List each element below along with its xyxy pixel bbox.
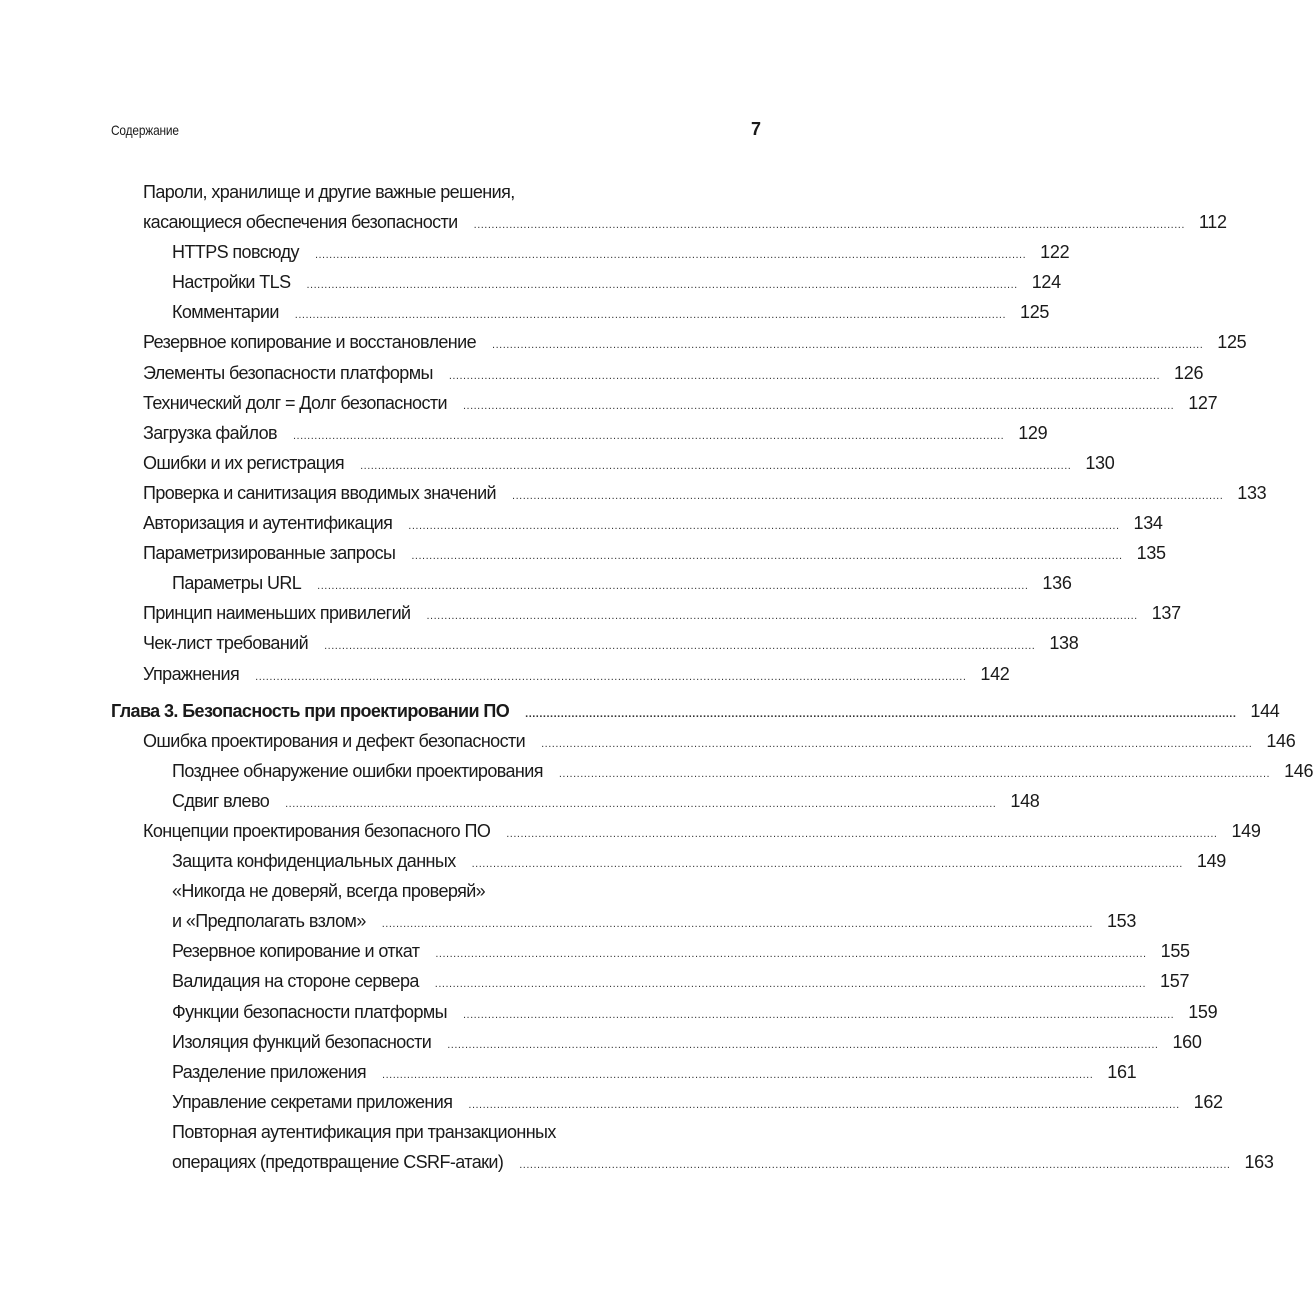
dot-leader: ........................................................................................................................................................................................................ xyxy=(324,640,1036,653)
dot-leader: ........................................................................................................................................................................................................ xyxy=(306,279,1018,292)
toc-entry xyxy=(111,906,1137,936)
dot-leader: ........................................................................................................................................................................................................ xyxy=(512,489,1224,502)
dot-leader: ........................................................................................................................................................................................................ xyxy=(447,1038,1159,1051)
toc-page-number: 146 xyxy=(1284,760,1313,781)
toc-entry-title: Ошибки и их регистрация xyxy=(143,452,345,473)
toc-entry-title: операциях (предотвращение CSRF-атаки) xyxy=(172,1152,504,1172)
toc-page-number: 130 xyxy=(1085,452,1115,473)
toc-entry-title: касающиеся обеспечения безопасности xyxy=(143,212,458,233)
toc-page-number: 153 xyxy=(1106,911,1137,932)
toc-entry-title: Проверка и санитизация вводимых значений xyxy=(143,482,497,503)
toc-entry-title: и «Предполагать взлом» xyxy=(172,911,366,932)
dot-leader: ........................................................................................................................................................................................................ xyxy=(411,550,1123,563)
toc-page-number: 160 xyxy=(1172,1031,1202,1052)
toc-entry xyxy=(111,1057,1137,1087)
toc-page-number: 124 xyxy=(1031,272,1061,293)
dot-leader: ........................................................................................................................................................................................................ xyxy=(462,1008,1175,1021)
dot-leader: ........................................................................................................................................................................................................ xyxy=(435,948,1147,961)
toc-page-number: 144 xyxy=(1250,700,1280,721)
dot-leader: ........................................................................................................................................................................................................ xyxy=(434,978,1147,991)
page-number: 7 xyxy=(750,119,761,139)
toc-page-number: 137 xyxy=(1151,603,1181,624)
dot-leader: ........................................................................................................................................................................................................ xyxy=(285,797,997,810)
dot-leader: ........................................................................................................................................................................................................ xyxy=(525,707,1237,720)
toc-entry xyxy=(111,297,1050,327)
toc-entry xyxy=(111,1087,1223,1117)
dot-leader: ........................................................................................................................................................................................................ xyxy=(541,737,1253,750)
toc-page-number: 142 xyxy=(980,663,1010,684)
toc-entry-title: Резервное копирование и откат xyxy=(172,941,420,962)
dot-leader: ........................................................................................................................................................................................................ xyxy=(519,1159,1231,1171)
toc-entry-title: Параметры URL xyxy=(172,573,302,594)
toc-entry xyxy=(111,358,1204,388)
toc-entry xyxy=(111,1147,1274,1177)
toc-entry xyxy=(111,936,1190,966)
running-head: Содержание xyxy=(111,122,179,138)
toc-entry-title: Технический долг = Долг безопасности xyxy=(143,392,447,413)
toc-entry-title: Повторная аутентификация при транзакционных xyxy=(172,1121,556,1142)
toc-page-number: 133 xyxy=(1237,482,1267,503)
dot-leader: ........................................................................................................................................................................................................ xyxy=(558,767,1271,780)
toc-entry-title: Концепции проектирования безопасного ПО xyxy=(143,820,491,841)
toc-entry xyxy=(111,1117,703,1147)
toc-entry xyxy=(111,876,703,906)
toc-page-number: 125 xyxy=(1217,332,1247,353)
toc-entry xyxy=(111,448,1115,478)
toc-entry xyxy=(111,598,1181,628)
toc-page-number: 148 xyxy=(1010,790,1040,811)
toc-entry xyxy=(111,816,1261,846)
toc-entry xyxy=(111,327,1247,357)
toc-entry-title: HTTPS повсюду xyxy=(172,242,299,263)
toc-entry-title: Настройки TLS xyxy=(172,272,291,293)
toc-entry xyxy=(111,628,1079,658)
toc-page-number: 146 xyxy=(1266,730,1296,751)
toc-page-number: 163 xyxy=(1244,1152,1274,1172)
toc-entry-title: Функции безопасности платформы xyxy=(172,1001,447,1022)
toc-page-number: 134 xyxy=(1133,513,1163,534)
toc-entry-title: Валидация на стороне сервера xyxy=(172,971,419,992)
toc-page-number: 129 xyxy=(1018,422,1048,443)
toc-entry-title: Изоляция функций безопасности xyxy=(172,1031,432,1052)
dot-leader: ........................................................................................................................................................................................................ xyxy=(468,1098,1180,1111)
toc-entry-title: Авторизация и аутентификация xyxy=(143,513,393,534)
dot-leader: ........................................................................................................................................................................................................ xyxy=(360,459,1072,472)
toc-entry xyxy=(111,478,1267,508)
toc-entry xyxy=(111,508,1163,538)
toc-entry xyxy=(111,726,1296,756)
toc-entry xyxy=(111,568,1072,598)
toc-entry xyxy=(111,659,1010,689)
toc-entry xyxy=(111,1027,1202,1057)
toc-chapter-entry xyxy=(111,696,1280,726)
toc-entry xyxy=(111,177,703,207)
dot-leader: ........................................................................................................................................................................................................ xyxy=(471,858,1183,871)
toc-entry-title: Загрузка файлов xyxy=(143,422,277,443)
toc-entry-title: Управление секретами приложения xyxy=(172,1091,453,1112)
toc-entry-title: Резервное копирование и восстановление xyxy=(143,332,477,353)
toc-page-number: 162 xyxy=(1193,1091,1223,1112)
dot-leader: ........................................................................................................................................................................................................ xyxy=(426,610,1138,623)
toc-entry-title: Элементы безопасности платформы xyxy=(143,362,433,383)
dot-leader: ........................................................................................................................................................................................................ xyxy=(292,429,1005,442)
table-of-contents xyxy=(111,177,1313,1177)
toc-page-number: 126 xyxy=(1174,362,1204,383)
toc-entry-title: Чек-лист требований xyxy=(143,633,309,654)
toc-entry-title: Защита конфиденциальных данных xyxy=(172,851,456,872)
toc-entry xyxy=(111,756,1313,786)
toc-page-number: 125 xyxy=(1020,302,1050,323)
dot-leader: ........................................................................................................................................................................................................ xyxy=(382,1068,1094,1081)
toc-page-number: 161 xyxy=(1107,1061,1137,1082)
toc-entry-title: Ошибка проектирования и дефект безопасности xyxy=(143,730,526,751)
toc-page-number: 155 xyxy=(1160,941,1190,962)
dot-leader: ........................................................................................................................................................................................................ xyxy=(255,670,967,683)
toc-page-number: 157 xyxy=(1160,971,1190,992)
dot-leader: ........................................................................................................................................................................................................ xyxy=(492,339,1204,352)
toc-page-number: 135 xyxy=(1136,543,1166,564)
toc-entry-title: Пароли, хранилище и другие важные решения, xyxy=(143,182,515,202)
toc-entry xyxy=(111,418,1048,448)
toc-entry xyxy=(111,846,1226,876)
toc-page-number: 136 xyxy=(1042,573,1072,594)
dot-leader: ........................................................................................................................................................................................................ xyxy=(462,399,1175,412)
toc-entry xyxy=(111,237,1070,267)
toc-entry-title: Комментарии xyxy=(172,302,279,323)
dot-leader: ........................................................................................................................................................................................................ xyxy=(317,580,1029,593)
toc-entry-title: Разделение приложения xyxy=(172,1061,367,1082)
toc-entry xyxy=(111,388,1218,418)
toc-entry-title: Упражнения xyxy=(143,663,240,684)
toc-entry xyxy=(111,966,1190,996)
toc-entry-title: Глава 3. Безопасность при проектировании ПО xyxy=(111,700,510,721)
toc-entry-title: Параметризированные запросы xyxy=(143,543,396,564)
dot-leader: ........................................................................................................................................................................................................ xyxy=(408,520,1120,533)
dot-leader: ........................................................................................................................................................................................................ xyxy=(473,219,1185,232)
toc-entry-title: Позднее обнаружение ошибки проектирования xyxy=(172,760,543,781)
toc-entry xyxy=(111,786,1040,816)
toc-entry xyxy=(111,207,1227,237)
toc-page-number: 127 xyxy=(1188,392,1218,413)
dot-leader: ........................................................................................................................................................................................................ xyxy=(448,369,1161,382)
toc-page-number: 112 xyxy=(1198,212,1227,233)
dot-leader: ........................................................................................................................................................................................................ xyxy=(294,309,1007,322)
toc-entry xyxy=(111,997,1218,1027)
toc-entry-title: «Никогда не доверяй, всегда проверяй» xyxy=(172,881,486,902)
toc-page-number: 159 xyxy=(1188,1001,1218,1022)
toc-entry xyxy=(111,267,1061,297)
dot-leader: ........................................................................................................................................................................................................ xyxy=(506,827,1218,840)
toc-entry xyxy=(111,538,1166,568)
toc-entry-title: Сдвиг влево xyxy=(172,790,270,811)
toc-page-number: 138 xyxy=(1049,633,1079,654)
dot-leader: ........................................................................................................................................................................................................ xyxy=(381,918,1093,931)
toc-page-number: 149 xyxy=(1231,820,1261,841)
toc-page-number: 122 xyxy=(1040,242,1070,263)
toc-page-number: 149 xyxy=(1196,851,1226,872)
toc-entry-title: Принцип наименьших привилегий xyxy=(143,603,411,624)
dot-leader: ........................................................................................................................................................................................................ xyxy=(314,249,1027,262)
